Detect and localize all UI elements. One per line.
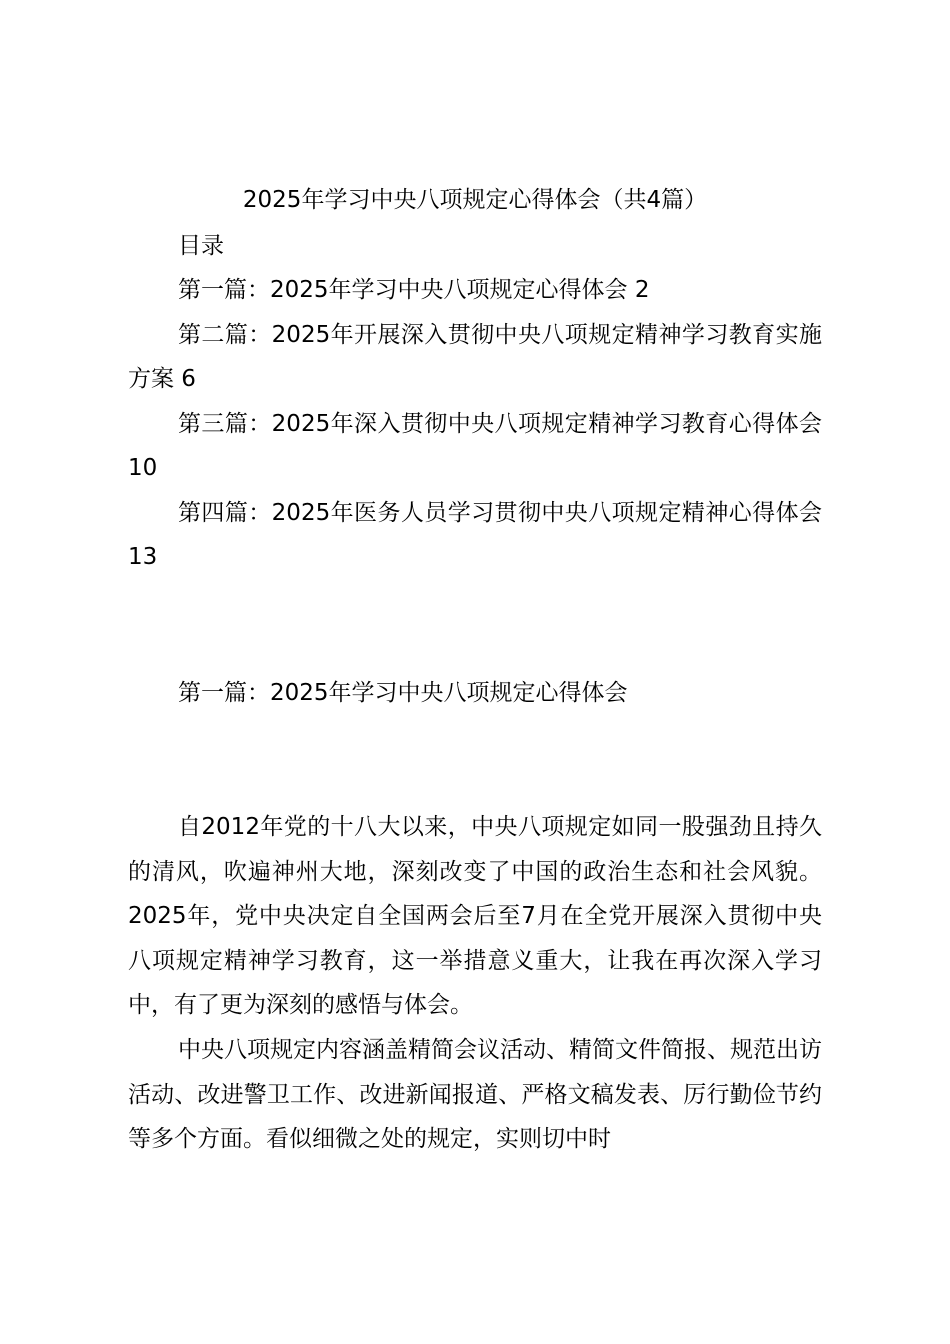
toc-item-1[interactable]: 第一篇：2025年学习中央八项规定心得体会 2 <box>178 277 650 303</box>
paragraph-1: 自2012年党的十八大以来，中央八项规定如同一股强劲且持久的清风，吹遍神州大地，深刻改变了中国的政治生态和社会风貌。2025年，党中央决定自全国两会后至7月在全党开展深入贯彻中央八项规定精神学习教育，这一举措意义重大，让我在再次深入学习中，有了更为深刻的感悟与体会。 <box>128 814 822 1019</box>
toc-item-3[interactable]: 第三篇：2025年深入贯彻中央八项规定精神学习教育心得体会 10 <box>128 410 822 481</box>
document-title: 2025年学习中央八项规定心得体会（共4篇） <box>242 187 708 213</box>
table-of-contents <box>128 268 822 580</box>
toc-item-4[interactable]: 第四篇：2025年医务人员学习贯彻中央八项规定精神心得体会 13 <box>128 499 822 570</box>
toc-heading: 目录 <box>178 233 224 259</box>
paragraph-2: 中央八项规定内容涵盖精简会议活动、精简文件简报、规范出访活动、改进警卫工作、改进新闻报道、严格文稿发表、厉行勤俭节约等多个方面。看似细微之处的规定，实则切中时 <box>128 1036 822 1153</box>
body-text <box>128 805 822 1162</box>
toc-item-2[interactable]: 第二篇：2025年开展深入贯彻中央八项规定精神学习教育实施方案 6 <box>128 321 822 392</box>
section-heading: 第一篇：2025年学习中央八项规定心得体会 <box>178 680 628 706</box>
